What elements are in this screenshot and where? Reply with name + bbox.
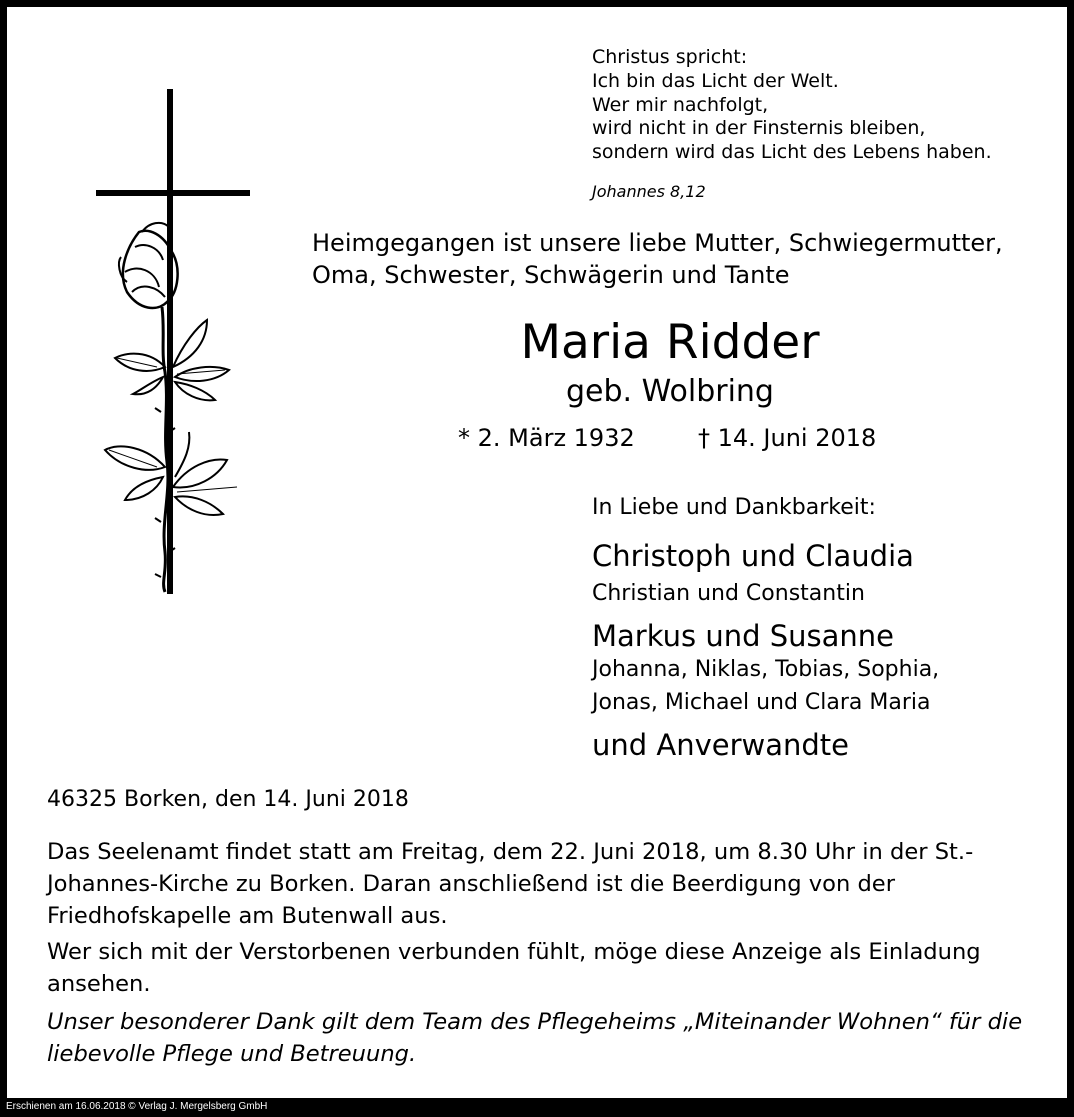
invitation-text: Wer sich mit der Verstorbenen verbunden fühlt, möge diese Anzeige als Einladung ansehen.: [47, 939, 981, 997]
birth-name: geb. Wolbring: [566, 374, 774, 409]
birth-date: * 2. März 1932: [458, 424, 635, 452]
death-date: † 14. Juni 2018: [698, 424, 877, 452]
quote-line: wird nicht in der Finsternis bleiben,: [592, 117, 926, 140]
family-name: Markus und Susanne: [592, 619, 894, 653]
intro-line: Oma, Schwester, Schwägerin und Tante: [312, 261, 790, 289]
funeral-info: Das Seelenamt findet statt am Freitag, dem 22. Juni 2018, um 8.30 Uhr in der St.-Johannes-Kirche zu Borken. Daran anschließend ist die Beerdigung von der Friedhofskapelle am Butenwall aus.: [47, 839, 974, 929]
relatives: und Anverwandte: [592, 728, 850, 762]
family-children: Jonas, Michael und Clara Maria: [592, 690, 931, 715]
family-name: Christoph und Claudia: [592, 539, 914, 573]
quote-text: [592, 46, 992, 165]
obituary-notice: [7, 7, 1067, 1098]
quote-line: Wer mir nachfolgt,: [592, 93, 769, 116]
quote-line: Christus spricht:: [592, 46, 748, 68]
place-date: 46325 Borken, den 14. Juni 2018: [47, 787, 409, 812]
deceased-name: Maria Ridder: [520, 315, 820, 370]
intro-text: [312, 227, 1003, 291]
quote-line: Ich bin das Licht der Welt.: [592, 69, 839, 92]
mourners-heading: In Liebe und Dankbarkeit:: [592, 495, 876, 520]
family-children: Christian und Constantin: [592, 581, 865, 606]
family-children: Johanna, Niklas, Tobias, Sophia,: [592, 657, 940, 682]
thanks-text: Unser besonderer Dank gilt dem Team des Pflegeheims „Miteinander Wohnen“ für die liebevolle Pflege und Betreuung.: [47, 1009, 1023, 1067]
intro-line: Heimgegangen ist unsere liebe Mutter, Schwiegermutter,: [312, 229, 1003, 257]
quote-reference: Johannes 8,12: [592, 182, 706, 201]
quote-line: sondern wird das Licht des Lebens haben.: [592, 141, 992, 164]
publication-footer: Erschienen am 16.06.2018 © Verlag J. Mergelsberg GmbH: [6, 1101, 268, 1112]
